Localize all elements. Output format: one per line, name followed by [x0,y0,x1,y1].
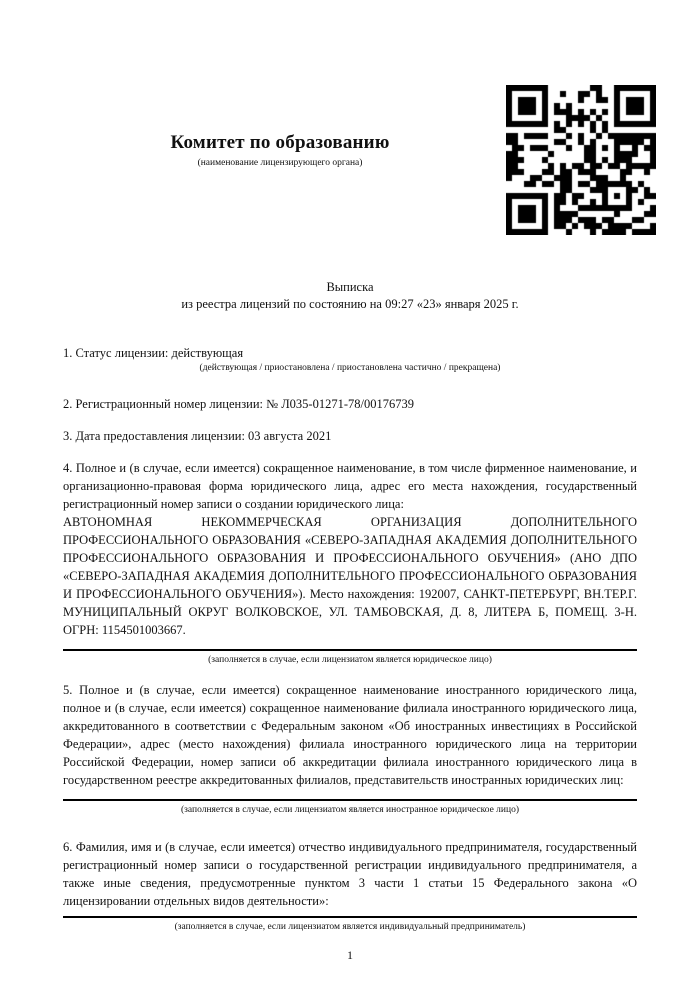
item-4-legal-entity-value: АВТОНОМНАЯ НЕКОММЕРЧЕСКАЯ ОРГАНИЗАЦИЯ ДОПОЛНИТЕЛЬНОГО ПРОФЕССИОНАЛЬНОГО ОБРАЗОВАНИЯ «СЕВЕРО-ЗАПАДНАЯ АКАДЕМИЯ ДОПОЛНИТЕЛЬНОГО ПРОФЕССИОНАЛЬНОГО ОБРАЗОВАНИЯ И ПРОФЕССИОНАЛЬНОГО ОБУЧЕНИЯ» (АНО ДПО «СЕВЕРО-ЗАПАДНАЯ АКАДЕМИЯ ДОПОЛНИТЕЛЬНОГО ПРОФЕССИОНАЛЬНОГО ОБРАЗОВАНИЯ И ПРОФЕССИОНАЛЬНОГО ОБУЧЕНИЯ»). Место нахождения: 192007, САНКТ-ПЕТЕРБУРГ, ВН.ТЕР.Г. МУНИЦИПАЛЬНЫЙ ОКРУГ ВОЛКОВСКОЕ, УЛ. ТАМБОВСКАЯ, Д. 8, ЛИТЕРА Б, ПОМЕЩ. 3-Н. ОГРН: 1154501003667. [63,515,637,637]
item-1-license-status: 1. Статус лицензии: действующая [63,346,244,360]
licensing-authority-name: Комитет по образованию [170,132,390,153]
divider-after-item-5 [63,799,637,801]
item-3-grant-date: 3. Дата предоставления лицензии: 03 августа 2021 [63,429,332,443]
item-4-legal-entity-label: 4. Полное и (в случае, если имеется) сокращенное наименование, в том числе фирменное наименование, и организационно-правовая форма юридического лица, адрес его места нахождения, государственный регистрационный номер записи о создании юридического лица: [63,461,637,511]
document-body [63,279,637,964]
licensing-authority-caption: (наименование лицензирующего органа) [197,158,363,168]
document-title-line1: Выписка [326,280,374,294]
page-number: 1 [347,948,353,962]
licensing-authority-header [58,132,502,168]
divider-after-item-6 [63,916,637,918]
item-6-caption: (заполняется в случае, если лицензиатом является индивидуальный предприниматель) [174,922,526,932]
item-1-caption: (действующая / приостановлена / приостановлена частично / прекращена) [199,363,501,373]
document-title-line2: из реестра лицензий по состоянию на 09:27 «23» января 2025 г. [181,297,519,311]
document-title [63,279,637,313]
item-4-caption: (заполняется в случае, если лицензиатом является юридическое лицо) [208,655,492,665]
item-5-caption: (заполняется в случае, если лицензиатом является иностранное юридическое лицо) [181,805,519,815]
divider-after-item-4 [63,649,637,651]
item-2-registration-number: 2. Регистрационный номер лицензии: № Л035-01271-78/00176739 [63,397,414,411]
item-5-foreign-entity-label: 5. Полное и (в случае, если имеется) сокращенное наименование иностранного юридического лица, полное и (в случае, если имеется) сокращенное наименование филиала иностранного юридического лица, аккредитованного в соответствии с Федеральным законом «Об иностранных инвестициях в Российской Федерации», адрес (место нахождения) филиала иностранного юридического лица на территории Российской Федерации, номер записи об аккредитации филиала иностранного юридического лица в государственном реестре аккредитованных филиалов, представительств иностранных юридических лиц: [63,683,637,787]
item-6-entrepreneur-label: 6. Фамилия, имя и (в случае, если имеется) отчество индивидуального предпринимателя, государственный регистрационный номер записи о государственной регистрации индивидуального предпринимателя, а также иные сведения, предусмотренные пунктом 3 части 1 статьи 15 Федерального закона «О лицензировании отдельных видов деятельности»: [63,840,637,908]
qr-code [506,85,656,235]
